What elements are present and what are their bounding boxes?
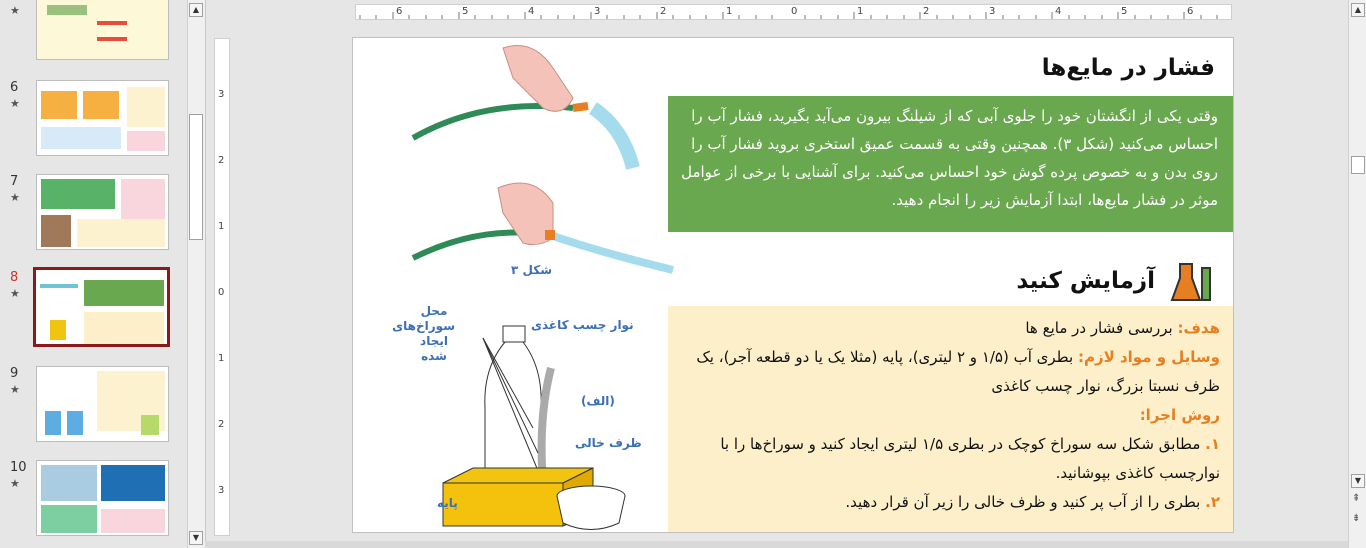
scroll-down-icon[interactable]: ▼: [189, 531, 203, 545]
scroll-down-icon[interactable]: ▼: [1351, 474, 1365, 488]
ruler-label: 1: [857, 6, 864, 17]
ruler-label: 6: [396, 6, 403, 17]
animation-star-icon: ★: [10, 287, 20, 300]
ruler-label: 0: [791, 6, 798, 17]
method-line: [678, 401, 1220, 430]
thumbnail-image: [33, 267, 170, 347]
empty-dish-label: ظرف خالی: [575, 436, 642, 450]
goal-text: بررسی فشار در مایع ها: [1025, 319, 1173, 337]
flask-icon: [1170, 260, 1216, 306]
slide-thumbnail-7[interactable]: [0, 174, 185, 254]
ruler-label: 2: [660, 6, 667, 17]
slide-thumbnail-9[interactable]: [0, 366, 185, 446]
goal-label: هدف:: [1177, 319, 1220, 337]
animation-star-icon: ★: [10, 4, 20, 17]
ruler-label: 1: [218, 221, 225, 232]
holes-label: محل سوراخ‌های ایجاد شده: [392, 304, 455, 363]
materials-line: [678, 343, 1220, 401]
previous-slide-icon[interactable]: ⇞: [1352, 493, 1361, 504]
step-text: بطری را از آب پر کنید و ظرف خالی را زیر آن قرار دهید.: [845, 493, 1201, 511]
slide-thumbnail-8[interactable]: [0, 270, 185, 350]
slide-thumbnail-5[interactable]: [0, 0, 185, 64]
hose-illustration: [403, 38, 683, 278]
ruler-label: 5: [1121, 6, 1128, 17]
materials-label: وسایل و مواد لازم:: [1077, 348, 1220, 366]
slide-thumbnails-pane: [0, 0, 206, 548]
materials-text: بطری آب (۱/۵ و ۲ لیتری)، پایه (مثلا یک یا دو قطعه آجر)، یک ظرف نسبتا بزرگ، نوار چسب کاغذی: [696, 348, 1220, 395]
intro-box[interactable]: [668, 96, 1234, 232]
slide-number: 10: [10, 460, 27, 475]
slide-number: 8: [10, 270, 19, 285]
experiment-box[interactable]: [668, 306, 1234, 533]
scroll-up-icon[interactable]: ▲: [189, 3, 203, 17]
ruler-label: 0: [218, 287, 225, 298]
ruler-label: 4: [528, 6, 535, 17]
ruler-label: 1: [218, 353, 225, 364]
ruler-label: 4: [1055, 6, 1062, 17]
ruler-label: 3: [218, 485, 225, 496]
scrollbar-thumb[interactable]: [189, 114, 203, 240]
ruler-label: 3: [218, 89, 225, 100]
slide-number: 6: [10, 80, 19, 95]
ruler-label: 3: [989, 6, 996, 17]
goal-line: [678, 314, 1220, 343]
ruler-label: 3: [594, 6, 601, 17]
scroll-up-icon[interactable]: ▲: [1351, 3, 1365, 17]
step-text: مطابق شکل سه سوراخ کوچک در بطری ۱/۵ لیتری ایجاد کنید و سوراخ‌ها را با نوارچسب کاغذی بپوشانید.: [720, 435, 1220, 482]
slide-canvas[interactable]: [352, 37, 1234, 533]
ruler-label: 2: [218, 419, 225, 430]
ruler-label: 1: [726, 6, 733, 17]
step-1: [678, 430, 1220, 488]
ruler-label: 2: [923, 6, 930, 17]
thumbnail-image: [36, 174, 169, 250]
slide-number: 7: [10, 174, 19, 189]
thumbnail-image: [36, 366, 169, 442]
step-2: [678, 488, 1220, 517]
method-label: روش اجرا:: [1139, 406, 1220, 424]
bottom-strip: [205, 541, 1348, 548]
animation-star-icon: ★: [10, 191, 20, 204]
scrollbar-thumb[interactable]: [1351, 156, 1365, 174]
horizontal-ruler: [355, 4, 1232, 20]
animation-star-icon: ★: [10, 97, 20, 110]
stand-label: پایه: [437, 496, 458, 510]
ruler-label: 6: [1187, 6, 1194, 17]
intro-text: وقتی یکی از انگشتان خود را جلوی آبی که از شیلنگ بیرون می‌آید بگیرید، فشار آب را احساس می‌کنید (شکل ۳). همچنین وقتی به قسمت عمیق استخری بروید فشار آب را روی بدن و به خصوص پرده گوش خود احساس می‌کنید. برای آشنایی با برخی از عوامل موثر در فشار مایع‌ها، ابتدا آزمایش زیر را انجام دهید.: [681, 107, 1218, 209]
ruler-label: 2: [218, 155, 225, 166]
step-number: ۱.: [1205, 435, 1220, 453]
slide-thumbnail-6[interactable]: [0, 80, 185, 160]
tape-label: نوار چسب کاغذی: [531, 318, 634, 332]
slide-number: 9: [10, 366, 19, 381]
thumbnails-scrollbar[interactable]: [187, 0, 205, 548]
editor-scrollbar[interactable]: [1348, 0, 1366, 548]
step-number: ۲.: [1205, 493, 1220, 511]
next-slide-icon[interactable]: ⇟: [1352, 513, 1361, 524]
experiment-title[interactable]: آزمایش کنید: [1016, 268, 1155, 294]
animation-star-icon: ★: [10, 383, 20, 396]
animation-star-icon: ★: [10, 477, 20, 490]
thumbnail-image: [36, 80, 169, 156]
thumbnail-image: [36, 0, 169, 60]
figure3-caption: شکل ۳: [511, 263, 552, 277]
thumbnail-image: [36, 460, 169, 536]
slide-thumbnail-10[interactable]: [0, 460, 185, 540]
vertical-ruler: [214, 38, 230, 536]
ruler-label: 5: [462, 6, 469, 17]
slide-title[interactable]: فشار در مایع‌ها: [1041, 55, 1215, 81]
figure-alef-label: (الف): [581, 394, 615, 408]
